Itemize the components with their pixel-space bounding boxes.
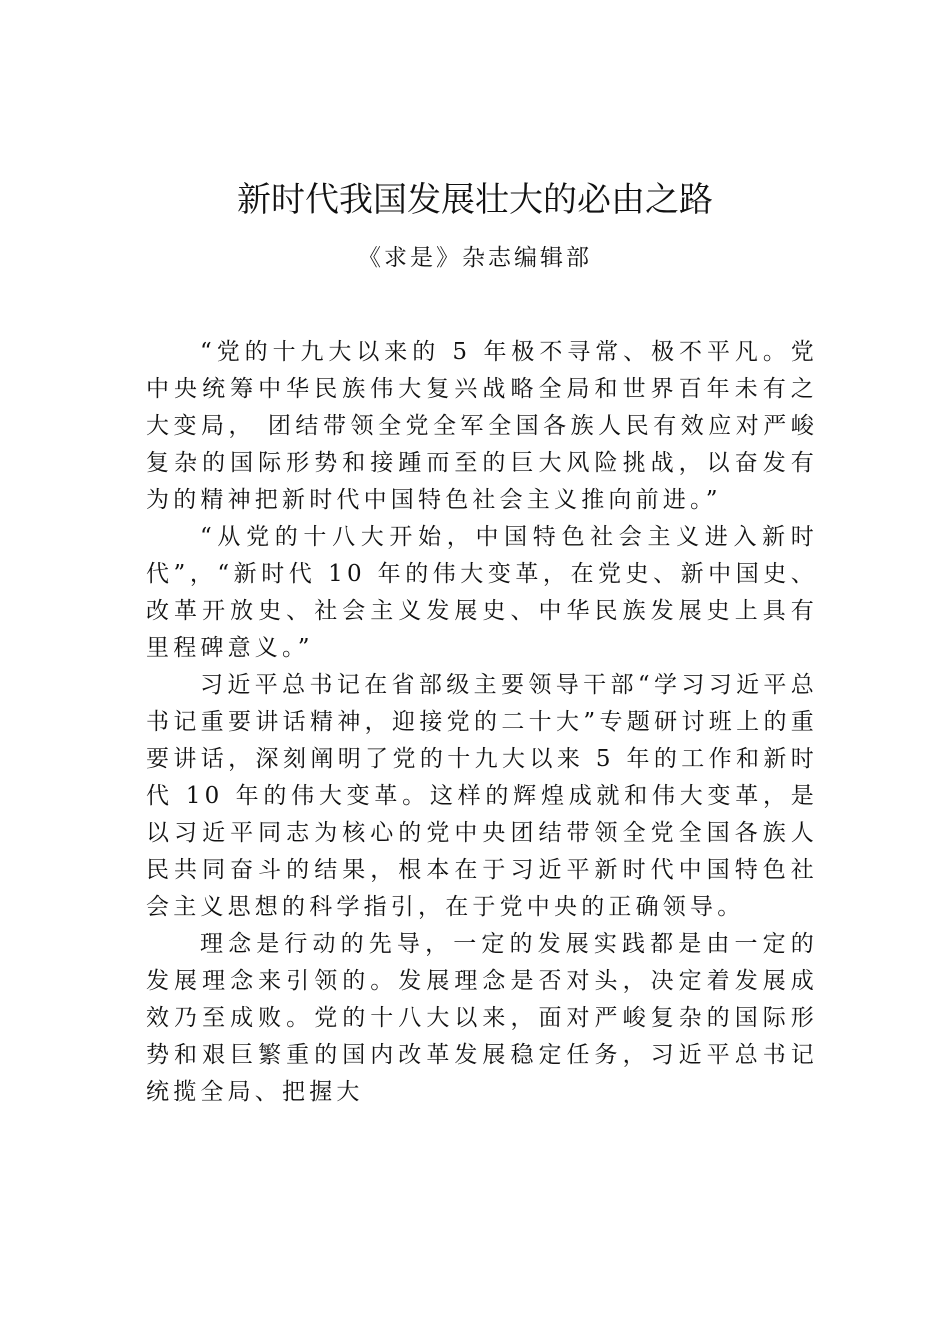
document-body — [146, 334, 818, 1111]
document-author: 《求是》杂志编辑部 — [358, 245, 592, 271]
paragraph: “从党的十八大开始，中国特色社会主义进入新时代”，“新时代 10 年的伟大变革，在党史、新中国史、改革开放史、社会主义发展史、中华民族发展史上具有里程碑意义。” — [146, 524, 818, 661]
paragraph: “党的十九大以来的 5 年极不寻常、极不平凡。党中央统筹中华民族伟大复兴战略全局和世界百年未有之大变局， 团结带领全党全军全国各族人民有效应对严峻复杂的国际形势和接踵而至的巨大风险挑战，以奋发有为的精神把新时代中国特色社会主义推向前进。” — [146, 339, 818, 513]
paragraph: 习近平总书记在省部级主要领导干部“学习习近平总书记重要讲话精神，迎接党的二十大”专题研讨班上的重要讲话，深刻阐明了党的十九大以来 5 年的工作和新时代 10 年的伟大变革。这样的辉煌成就和伟大变革，是以习近平同志为核心的党中央团结带领全党全国各族人民共同奋斗的结果，根本在于习近平新时代中国特色社会主义思想的科学指引，在于党中央的正确领导。 — [146, 672, 818, 920]
document-title: 新时代我国发展壮大的必由之路 — [237, 180, 713, 220]
paragraph: 理念是行动的先导，一定的发展实践都是由一定的发展理念来引领的。发展理念是否对头，决定着发展成效乃至成败。党的十八大以来，面对严峻复杂的国际形势和艰巨繁重的国内改革发展稳定任务，习近平总书记统揽全局、把握大 — [146, 931, 818, 1105]
